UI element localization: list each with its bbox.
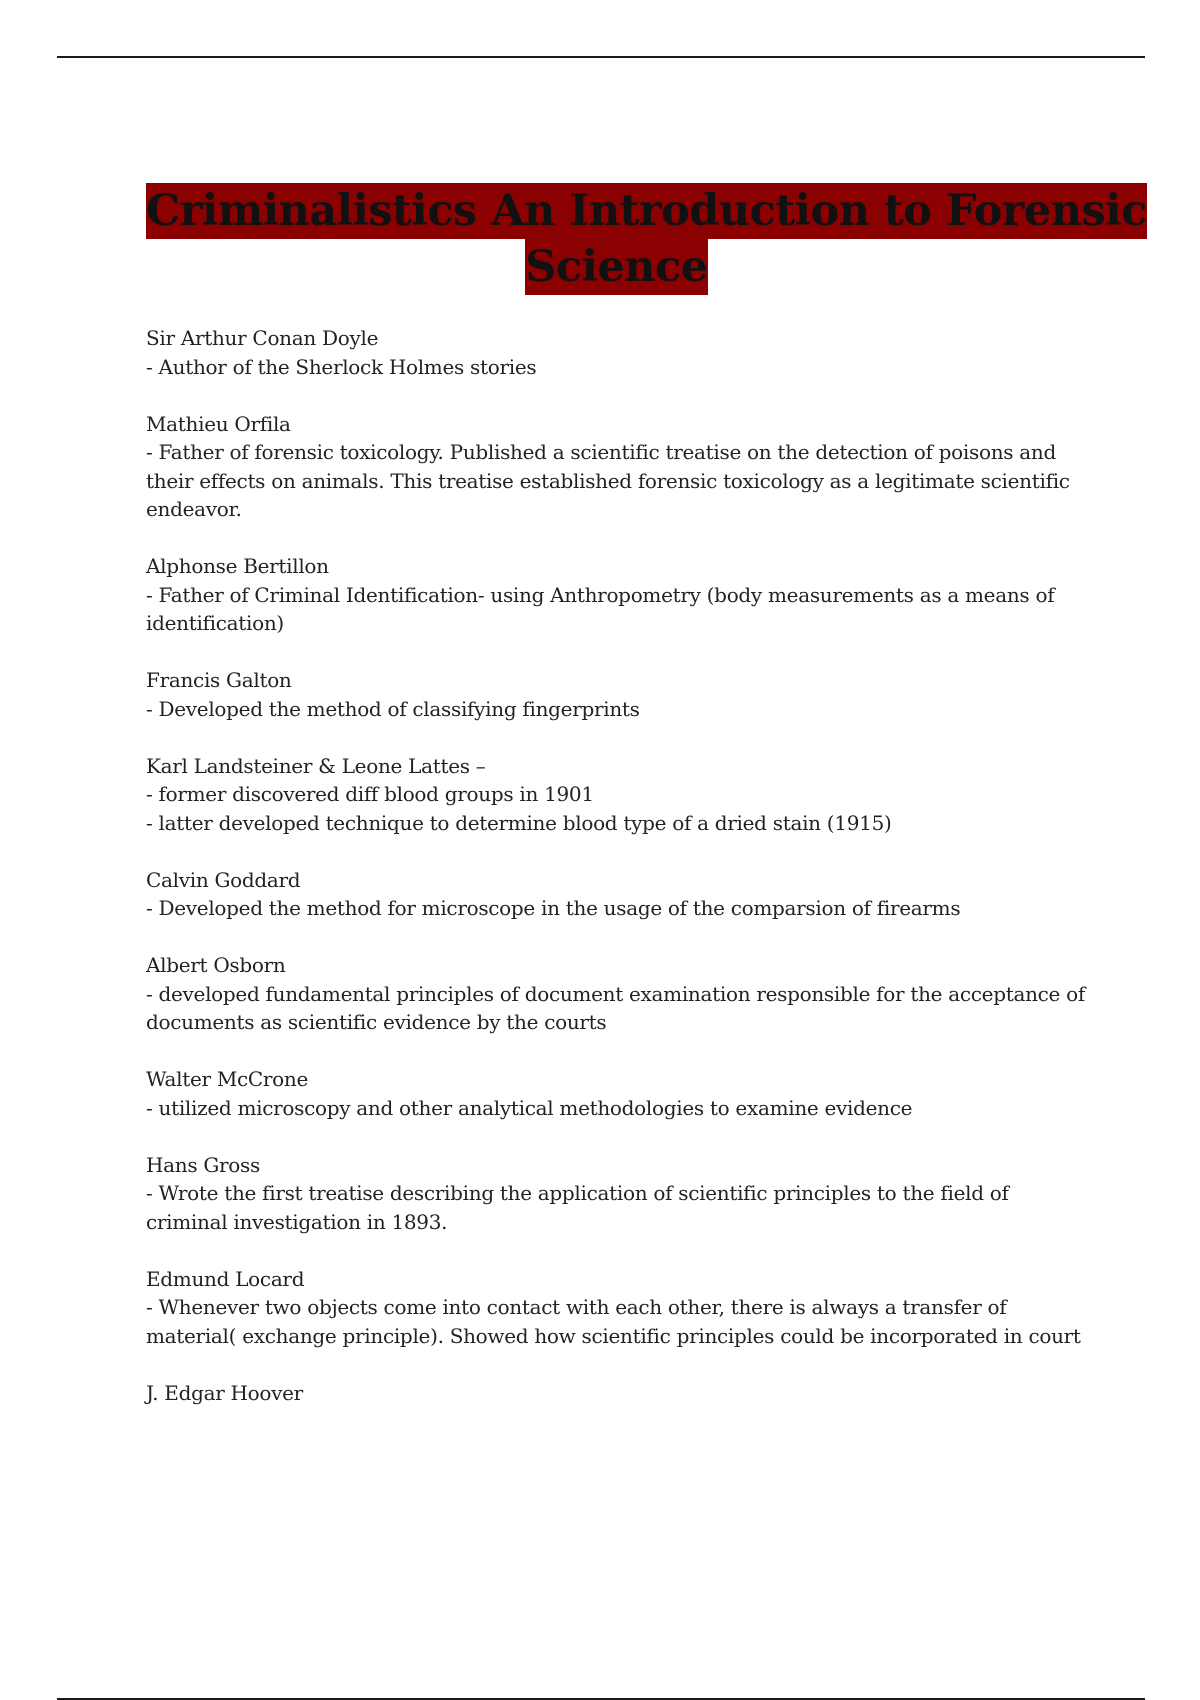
entry — [146, 1151, 1086, 1237]
entry-description: - latter developed technique to determine blood type of a dried stain (1915) — [146, 810, 892, 835]
entry — [146, 951, 1086, 1037]
entry — [146, 666, 1086, 723]
entry — [146, 1379, 1086, 1408]
entry — [146, 1265, 1086, 1351]
entry-description: - Father of forensic toxicology. Published a scientific treatise on the detection of poisons and their effects on animals. This treatise established forensic toxicology as a legitimate scientific endeavor. — [146, 440, 1070, 521]
top-rule — [57, 56, 1145, 58]
entry-description: - utilized microscopy and other analytical methodologies to examine evidence — [146, 1095, 913, 1120]
document-title — [146, 183, 1147, 295]
entry-name: Calvin Goddard — [146, 867, 301, 892]
entry-name: Alphonse Bertillon — [146, 554, 329, 578]
entry-description: - Whenever two objects come into contact with each other, there is always a transfer of material( exchange principle). Showed how scientific principles could be incorporated in court — [146, 1295, 1081, 1348]
entry-name: Karl Landsteiner & Leone Lattes – — [146, 753, 486, 778]
entry-description: - Developed the method for microscope in the usage of the comparsion of firearms — [146, 896, 961, 920]
entry-description: - Wrote the first treatise describing the application of scientific principles to the field of criminal investigation in 1893. — [146, 1181, 1009, 1234]
title-line-2: Science — [525, 239, 707, 295]
entry-description: - Developed the method of classifying fingerprints — [146, 696, 640, 721]
entry-name: Francis Galton — [146, 668, 292, 692]
entry — [146, 866, 1086, 923]
entry-description: - former discovered diff blood groups in 1901 — [146, 782, 594, 806]
entry-description: - developed fundamental principles of document examination responsible for the acceptance of documents as scientific evidence by the courts — [146, 981, 1085, 1034]
entry-name: Sir Arthur Conan Doyle — [146, 326, 379, 350]
entry — [146, 752, 1086, 838]
entry — [146, 324, 1086, 381]
entry-name: Albert Osborn — [146, 953, 286, 977]
entry — [146, 410, 1086, 524]
entry-name: J. Edgar Hoover — [146, 1380, 303, 1405]
title-line-1: Criminalistics An Introduction to Forensic — [146, 183, 1147, 239]
entry-name: Hans Gross — [146, 1152, 260, 1177]
entry-description: - Author of the Sherlock Holmes stories — [146, 354, 537, 379]
entry-name: Edmund Locard — [146, 1266, 305, 1291]
entry — [146, 1065, 1086, 1122]
entry-name: Walter McCrone — [146, 1067, 309, 1091]
entry — [146, 552, 1086, 638]
entry-name: Mathieu Orfila — [146, 411, 291, 436]
entry-description: - Father of Criminal Identification- using Anthropometry (body measurements as a means of identification) — [146, 582, 1055, 635]
entry-list — [146, 324, 1086, 1436]
